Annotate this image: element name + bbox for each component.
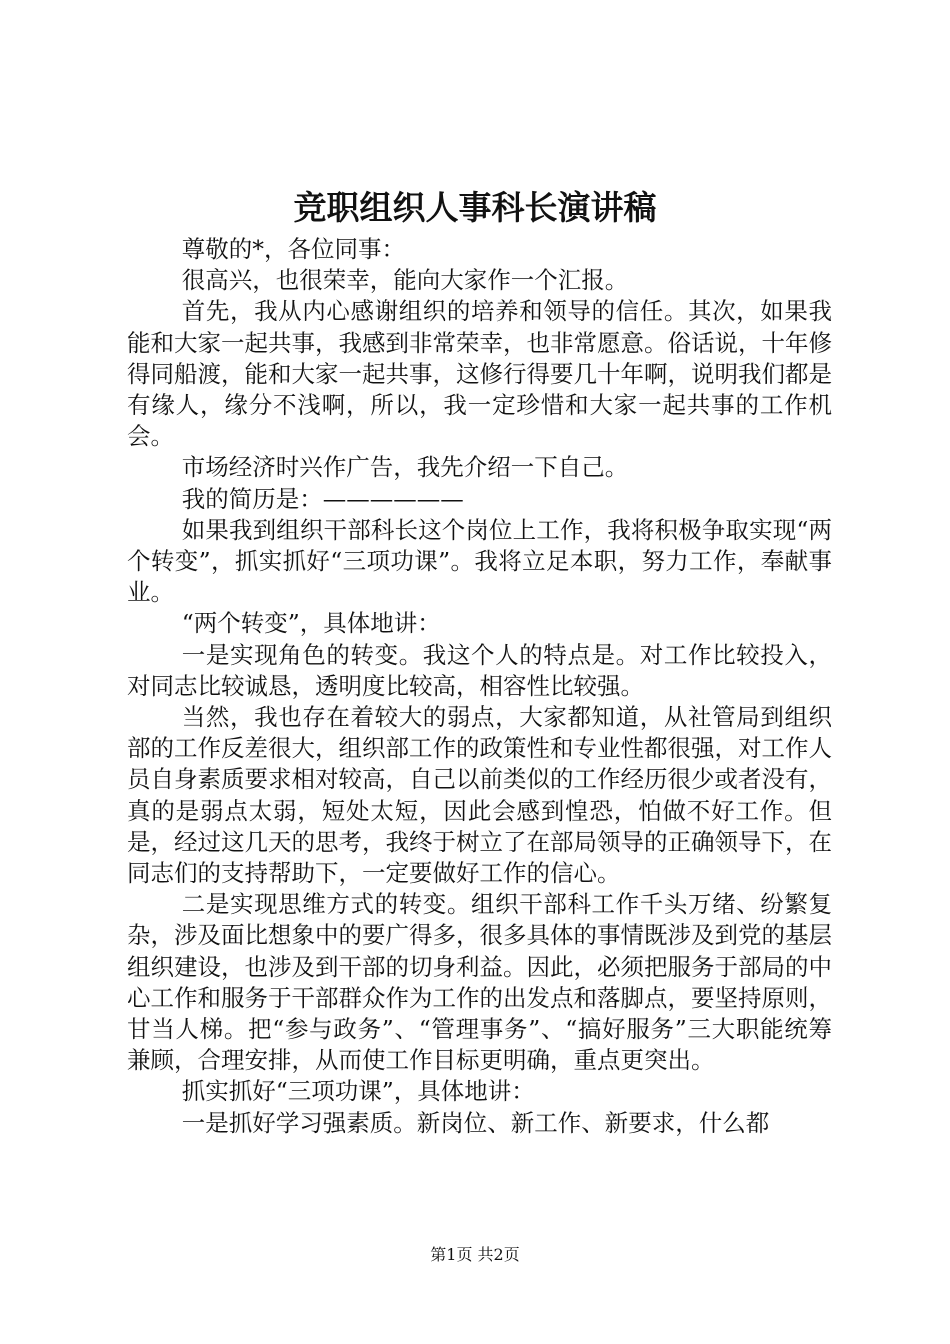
paragraph-opening: 很高兴，也很荣幸，能向大家作一个汇报。 — [181, 266, 629, 295]
document-body — [127, 234, 832, 1139]
paragraph-resume: 我的简历是：—————— — [181, 484, 464, 513]
paragraph-greeting: 尊敬的*，各位同事： — [181, 235, 405, 263]
paragraph-thinking-change: 二是实现思维方式的转变。组织干部科工作千头万绪、纷繁复杂，涉及面比想象中的要广得多，很多具体的事情既涉及到党的基层组织建设，也涉及到干部的切身利益。因此，必须把服务于部局的中心工作和服务于干部群众作为工作的出发点和落脚点，要坚持原则，甘当人梯。把“参与政务”、“管理事务”、“搞好服务”三大职能统筹兼顾，合理安排，从而使工作目标更明确，重点更突出。 — [127, 890, 832, 1075]
paragraph-weakness: 当然，我也存在着较大的弱点，大家都知道，从社管局到组织部的工作反差很大，组织部工作的政策性和专业性都很强，对工作人员自身素质要求相对较高，自己以前类似的工作经历很少或者没有，真的是弱点太弱，短处太短，因此会感到惶恐，怕做不好工作。但是，经过这几天的思考，我终于树立了在部局领导的正确领导下，在同志们的支持帮助下，一定要做好工作的信心。 — [127, 703, 832, 888]
document-title: 竞职组织人事科长演讲稿 — [293, 188, 657, 227]
page-footer: 第1页 共2页 — [430, 1245, 520, 1264]
paragraph-two-changes-heading: “两个转变”，具体地讲： — [181, 609, 441, 638]
paragraph-thanks: 首先，我从内心感谢组织的培养和领导的信任。其次，如果我能和大家一起共事，我感到非常荣幸，也非常愿意。俗话说，十年修得同船渡，能和大家一起共事，这修行得要几十年啊，说明我们都是有缘人，缘分不浅啊，所以，我一定珍惜和大家一起共事的工作机会。 — [127, 297, 832, 451]
paragraph-three-tasks-heading: 抓实抓好“三项功课”，具体地讲： — [181, 1077, 535, 1106]
paragraph-study: 一是抓好学习强素质。新岗位、新工作、新要求，什么都 — [181, 1108, 770, 1137]
paragraph-plan: 如果我到组织干部科长这个岗位上工作，我将积极争取实现“两个转变”，抓实抓好“三项功课”。我将立足本职，努力工作，奉献事业。 — [127, 515, 832, 607]
paragraph-role-change: 一是实现角色的转变。我这个人的特点是。对工作比较投入，对同志比较诚恳，透明度比较高，相容性比较强。 — [127, 640, 832, 700]
paragraph-intro: 市场经济时兴作广告，我先介绍一下自己。 — [181, 453, 629, 482]
